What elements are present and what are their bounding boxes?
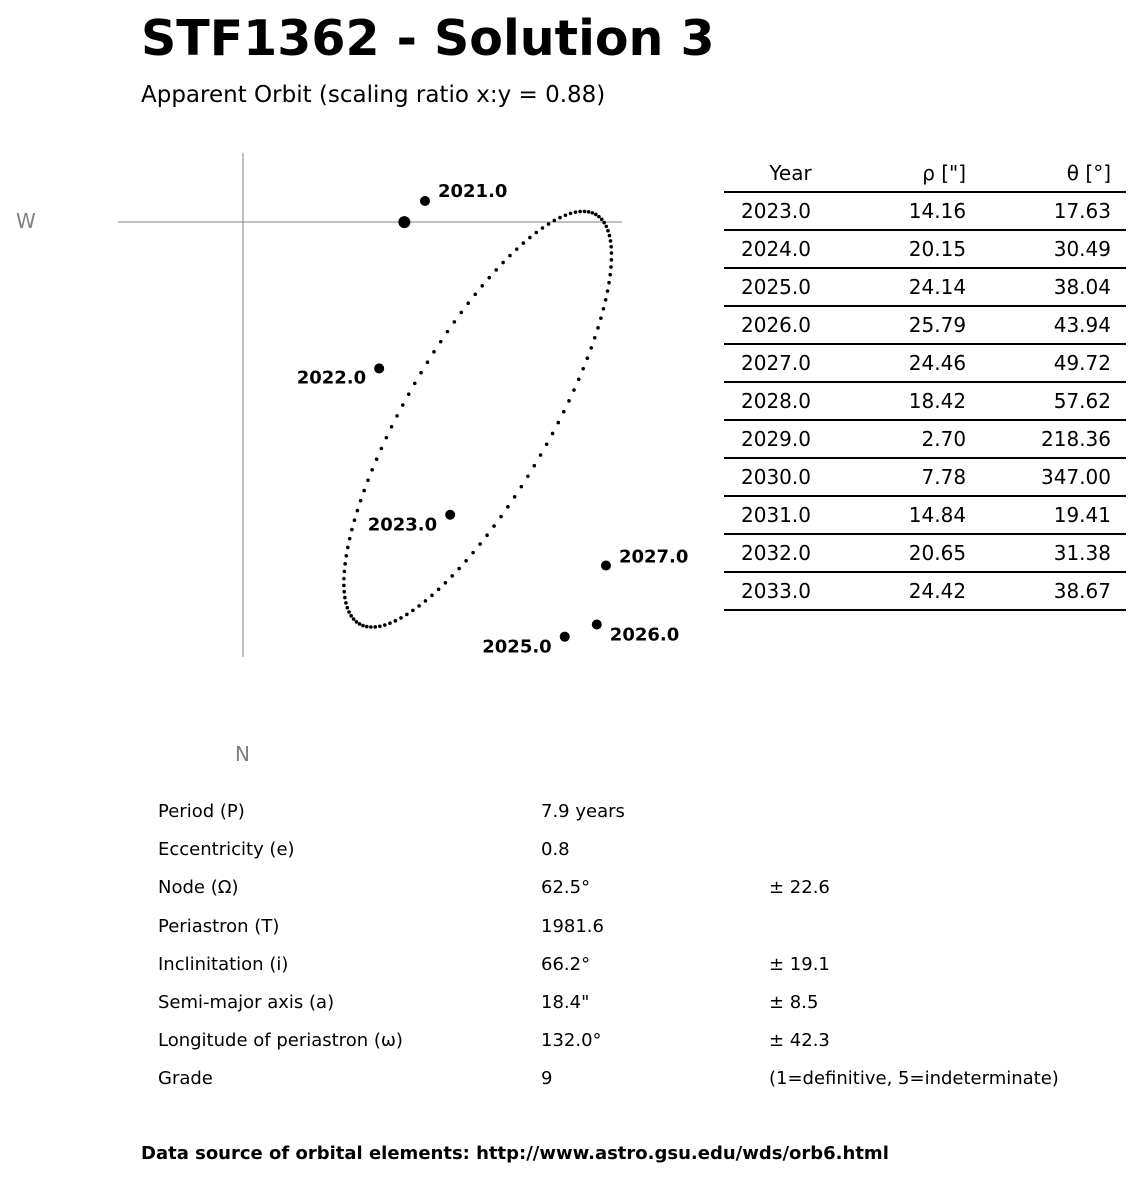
orbit-point bbox=[439, 340, 443, 344]
orbit-point bbox=[464, 559, 468, 563]
orbit-point bbox=[444, 581, 448, 585]
orbit-point bbox=[355, 620, 359, 624]
epoch-marker bbox=[592, 619, 602, 629]
orbit-point bbox=[608, 273, 612, 277]
orbit-point bbox=[513, 495, 517, 499]
orbit-point bbox=[342, 577, 346, 581]
ephemeris-rho: 20.15 bbox=[827, 230, 966, 268]
north-label: N bbox=[235, 742, 250, 766]
orbit-point bbox=[501, 261, 505, 265]
ephemeris-year: 2033.0 bbox=[724, 572, 827, 610]
orbit-point bbox=[401, 403, 405, 407]
element-value: 7.9 years bbox=[541, 801, 625, 822]
orbit-point bbox=[577, 377, 581, 381]
orbit-point bbox=[499, 515, 503, 519]
epoch-marks bbox=[297, 181, 689, 658]
orbit-point bbox=[413, 382, 417, 386]
element-name: Inclinitation (i) bbox=[158, 953, 289, 975]
ephemeris-rho: 14.16 bbox=[827, 192, 966, 230]
element-error: ± 42.3 bbox=[769, 1030, 830, 1052]
orbit-point bbox=[373, 625, 377, 629]
epoch-label: 2021.0 bbox=[437, 180, 508, 202]
element-value: 132.0° bbox=[541, 1030, 602, 1052]
orbit-point bbox=[520, 485, 524, 489]
orbit-point bbox=[405, 613, 409, 617]
ephemeris-rho: 25.79 bbox=[827, 306, 966, 344]
orbit-point bbox=[610, 258, 614, 262]
orbit-point bbox=[450, 574, 454, 578]
orbit-point bbox=[606, 229, 610, 233]
orbit-point bbox=[342, 584, 346, 588]
element-name: Periastron (T) bbox=[158, 915, 280, 937]
element-value: 66.2° bbox=[541, 953, 591, 975]
orbit-point bbox=[417, 604, 421, 608]
orbit-point bbox=[594, 213, 598, 217]
orbit-point bbox=[551, 432, 555, 436]
orbit-point bbox=[466, 301, 470, 305]
orbit-point bbox=[572, 388, 576, 392]
orbit-point bbox=[344, 601, 348, 605]
orbit-point bbox=[346, 546, 350, 550]
orbit-point bbox=[352, 617, 356, 621]
orbit-point bbox=[599, 316, 603, 320]
orbit-point bbox=[343, 570, 347, 574]
page-subtitle: Apparent Orbit (scaling ratio x:y = 0.88) bbox=[141, 82, 606, 108]
orbit-point bbox=[347, 610, 351, 614]
orbit-point bbox=[385, 436, 389, 440]
orbit-point bbox=[485, 533, 489, 537]
orbit-point bbox=[378, 624, 382, 628]
ephemeris-year: 2024.0 bbox=[724, 230, 827, 268]
element-name: Period (P) bbox=[158, 801, 245, 822]
orbit-point bbox=[473, 293, 477, 297]
ephemeris-year: 2030.0 bbox=[724, 458, 827, 496]
ephemeris-year: 2025.0 bbox=[724, 268, 827, 306]
orbit-point bbox=[526, 474, 530, 478]
element-value: 1981.6 bbox=[541, 915, 604, 937]
orbit-point bbox=[419, 371, 423, 375]
orbit-point bbox=[349, 614, 353, 618]
orbit-point bbox=[480, 284, 484, 288]
orbit-point bbox=[343, 596, 347, 600]
orbit-point bbox=[589, 346, 593, 350]
ephemeris-theta: 38.67 bbox=[966, 572, 1126, 610]
epoch-label: 2026.0 bbox=[609, 624, 680, 646]
ephemeris-theta: 57.62 bbox=[966, 382, 1126, 420]
orbit-point bbox=[344, 554, 348, 558]
data-source-note: Data source of orbital elements: http://www.astro.gsu.edu/wds/orb6.html bbox=[141, 1143, 889, 1164]
orbit-point bbox=[395, 414, 399, 418]
orbit-point bbox=[607, 281, 611, 285]
orbit-point bbox=[556, 421, 560, 425]
page-title: STF1362 - Solution 3 bbox=[141, 10, 715, 67]
ephemeris-year: 2031.0 bbox=[724, 496, 827, 534]
element-value: 18.4" bbox=[541, 991, 590, 1013]
orbit-point bbox=[369, 625, 373, 629]
table-row bbox=[724, 458, 1126, 496]
table-row bbox=[724, 268, 1126, 306]
ephemeris-year: 2029.0 bbox=[724, 420, 827, 458]
orbit-point bbox=[453, 320, 457, 324]
orbit-point bbox=[587, 210, 591, 214]
orbit-point bbox=[459, 311, 463, 315]
table-row bbox=[724, 344, 1126, 382]
orbit-point bbox=[593, 336, 597, 340]
orbit-point bbox=[446, 330, 450, 334]
orbit-point bbox=[492, 524, 496, 528]
orbit-point bbox=[365, 625, 369, 629]
orbit-point bbox=[432, 350, 436, 354]
orbit-plot bbox=[0, 140, 700, 780]
ephemeris-year: 2028.0 bbox=[724, 382, 827, 420]
ephemeris-theta: 19.41 bbox=[966, 496, 1126, 534]
orbit-point bbox=[609, 245, 613, 249]
orbit-point bbox=[581, 367, 585, 371]
orbit-point bbox=[567, 399, 571, 403]
table-row bbox=[724, 496, 1126, 534]
header-year: Year bbox=[724, 155, 827, 192]
element-error: ± 22.6 bbox=[769, 877, 830, 899]
orbit-point bbox=[508, 254, 512, 258]
ephemeris-rho: 20.65 bbox=[827, 534, 966, 572]
orbit-point bbox=[366, 478, 370, 482]
header-rho: ρ ["] bbox=[827, 155, 966, 192]
ephemeris-rho: 24.14 bbox=[827, 268, 966, 306]
orbit-point bbox=[478, 542, 482, 546]
orbit-point bbox=[539, 453, 543, 457]
west-label: W bbox=[16, 209, 36, 233]
table-row bbox=[724, 382, 1126, 420]
orbit-point bbox=[375, 457, 379, 461]
epoch-label: 2027.0 bbox=[618, 546, 689, 568]
orbit-point bbox=[350, 528, 354, 532]
orbit-point bbox=[394, 619, 398, 623]
orbit-point bbox=[348, 537, 352, 541]
orbit-point bbox=[390, 425, 394, 429]
header-theta: θ [°] bbox=[966, 155, 1126, 192]
epoch-label: 2025.0 bbox=[482, 636, 552, 658]
ephemeris-table bbox=[724, 155, 1126, 611]
orbit-point bbox=[353, 518, 357, 522]
epoch-marker bbox=[374, 363, 384, 373]
orbit-point bbox=[574, 210, 578, 214]
orbit-point bbox=[506, 505, 510, 509]
orbit-point bbox=[407, 392, 411, 396]
orbit-point bbox=[610, 251, 614, 255]
element-error: ± 19.1 bbox=[769, 953, 830, 975]
table-row bbox=[724, 420, 1126, 458]
ephemeris-rho: 14.84 bbox=[827, 496, 966, 534]
orbit-dots bbox=[342, 210, 613, 629]
orbit-point bbox=[457, 567, 461, 571]
epoch-marker bbox=[560, 632, 570, 642]
orbit-point bbox=[361, 624, 365, 628]
ephemeris-theta: 218.36 bbox=[966, 420, 1126, 458]
ephemeris-rho: 24.42 bbox=[827, 572, 966, 610]
ephemeris-year: 2023.0 bbox=[724, 192, 827, 230]
element-value: 0.8 bbox=[541, 839, 570, 861]
orbit-point bbox=[578, 210, 582, 214]
orbit-point bbox=[356, 509, 360, 513]
ephemeris-rho: 18.42 bbox=[827, 382, 966, 420]
orbit-point bbox=[359, 499, 363, 503]
epoch-marker bbox=[445, 510, 455, 520]
orbit-point bbox=[494, 268, 498, 272]
orbit-point bbox=[553, 219, 557, 223]
ephemeris-theta: 31.38 bbox=[966, 534, 1126, 572]
ephemeris-theta: 49.72 bbox=[966, 344, 1126, 382]
orbit-point bbox=[597, 215, 601, 219]
ephemeris-rho: 7.78 bbox=[827, 458, 966, 496]
orbit-point bbox=[583, 210, 587, 214]
table-row bbox=[724, 230, 1126, 268]
orbit-point bbox=[602, 307, 606, 311]
ephemeris-rho: 2.70 bbox=[827, 420, 966, 458]
epoch-marker bbox=[601, 561, 611, 571]
element-name: Longitude of periastron (ω) bbox=[158, 1030, 403, 1052]
orbit-point bbox=[558, 216, 562, 220]
element-name: Semi-major axis (a) bbox=[158, 991, 335, 1013]
orbit-point bbox=[604, 298, 608, 302]
element-name: Eccentricity (e) bbox=[158, 839, 295, 861]
orbit-point bbox=[600, 218, 604, 222]
orbit-point bbox=[545, 442, 549, 446]
orbit-point bbox=[547, 222, 551, 226]
orbit-point bbox=[437, 588, 441, 592]
orbit-point bbox=[358, 622, 362, 626]
orbit-point bbox=[608, 234, 612, 238]
orbit-point bbox=[388, 621, 392, 625]
orbit-point bbox=[342, 590, 346, 594]
epoch-label: 2023.0 bbox=[367, 514, 438, 536]
orbit-point bbox=[541, 226, 545, 230]
orbit-point bbox=[604, 225, 608, 229]
element-error: ± 8.5 bbox=[769, 991, 819, 1013]
orbit-point bbox=[380, 447, 384, 451]
orbit-point bbox=[606, 289, 610, 293]
orbit-point bbox=[399, 616, 403, 620]
orbit-point bbox=[596, 326, 600, 330]
ephemeris-year: 2027.0 bbox=[724, 344, 827, 382]
orbit-point bbox=[522, 241, 526, 245]
element-value: 9 bbox=[541, 1068, 553, 1090]
orbit-point bbox=[528, 236, 532, 240]
orbit-point bbox=[430, 594, 434, 598]
ephemeris-header-row bbox=[724, 155, 1126, 192]
table-row bbox=[724, 192, 1126, 230]
orbit-point bbox=[609, 239, 613, 243]
orbit-point bbox=[609, 265, 613, 269]
orbit-point bbox=[411, 609, 415, 613]
orbit-point bbox=[346, 606, 350, 610]
orbit-point bbox=[591, 211, 595, 215]
epoch-label: 2022.0 bbox=[296, 367, 367, 389]
element-name: Grade bbox=[158, 1068, 213, 1090]
ephemeris-theta: 17.63 bbox=[966, 192, 1126, 230]
orbit-point bbox=[370, 468, 374, 472]
element-value: 62.5° bbox=[541, 877, 591, 899]
orbit-point bbox=[383, 623, 387, 627]
ephemeris-theta: 43.94 bbox=[966, 306, 1126, 344]
orbit-point bbox=[564, 213, 568, 217]
orbit-point bbox=[515, 247, 519, 251]
table-row bbox=[724, 572, 1126, 610]
orbit-point bbox=[424, 599, 428, 603]
orbit-point bbox=[533, 464, 537, 468]
orbit-point bbox=[602, 221, 606, 225]
ephemeris-theta: 347.00 bbox=[966, 458, 1126, 496]
table-row bbox=[724, 306, 1126, 344]
orbit-point bbox=[569, 212, 573, 216]
epoch-marker bbox=[420, 196, 430, 206]
ephemeris-theta: 30.49 bbox=[966, 230, 1126, 268]
element-error: (1=definitive, 5=indeterminate) bbox=[769, 1068, 1059, 1090]
ephemeris-year: 2032.0 bbox=[724, 534, 827, 572]
orbit-point bbox=[471, 551, 475, 555]
ephemeris-theta: 38.04 bbox=[966, 268, 1126, 306]
orbit-point bbox=[362, 489, 366, 493]
ephemeris-rho: 24.46 bbox=[827, 344, 966, 382]
orbit-point bbox=[586, 356, 590, 360]
orbit-point bbox=[426, 360, 430, 364]
ephemeris-year: 2026.0 bbox=[724, 306, 827, 344]
orbit-point bbox=[534, 231, 538, 235]
primary-star bbox=[398, 216, 410, 228]
element-name: Node (Ω) bbox=[158, 877, 239, 899]
orbit-point bbox=[562, 410, 566, 414]
table-row bbox=[724, 534, 1126, 572]
orbit-point bbox=[487, 276, 491, 280]
orbit-point bbox=[343, 562, 347, 566]
